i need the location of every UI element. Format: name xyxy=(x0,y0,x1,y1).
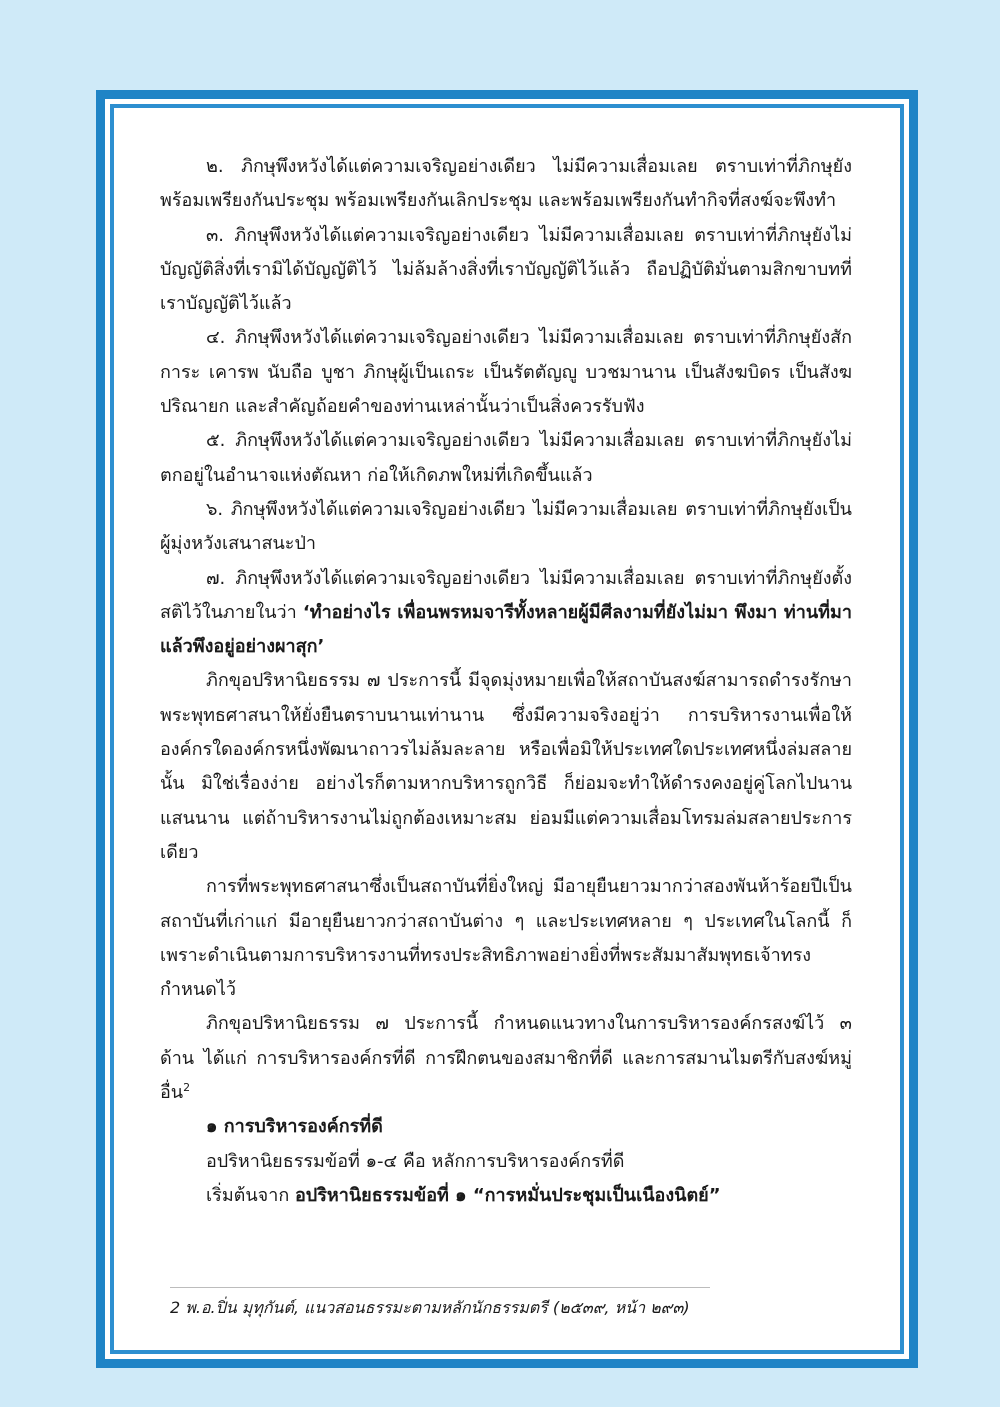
paragraph-text: ๕. ภิกษุพึงหวังได้แต่ความเจริญอย่างเดียว ไม่มีความเสื่อมเลย ตราบเท่าที่ภิกษุยังไม่ตกอยู่ในอำนาจแห่งตัณหา ก่อให้เกิดภพใหม่ที่เกิดขึ้นแล้ว xyxy=(160,430,852,486)
paragraph-item-4 xyxy=(160,321,852,424)
paragraph-three-aspects xyxy=(160,1007,852,1110)
section-heading: ๑ การบริหารองค์กรที่ดี xyxy=(206,1116,383,1138)
paragraph-text: ๒. ภิกษุพึงหวังได้แต่ความเจริญอย่างเดียว ไม่มีความเสื่อมเลย ตราบเท่าที่ภิกษุยังพร้อมเพรียงกันประชุม พร้อมเพรียงกันเลิกประชุม และพร้อมเพรียงกันทำกิจที่สงฆ์จะพึงทำ xyxy=(160,156,852,212)
paragraph-text: ๗. ภิกษุพึงหวังได้แต่ความเจริญอย่างเดียว ไม่มีความเสื่อมเลย ตราบเท่าที่ภิกษุยังตั้งสติไว้ในภายในว่า xyxy=(160,567,852,623)
footnote-reference[interactable]: 2 xyxy=(183,1081,191,1095)
footnote-text: 2 พ.อ.ปิ่น มุทุกันต์, แนวสอนธรรมะตามหลักนักธรรมตรี (๒๕๓๙, หน้า ๒๙๓) xyxy=(170,1298,690,1317)
paragraph-text: ๖. ภิกษุพึงหวังได้แต่ความเจริญอย่างเดียว ไม่มีความเสื่อมเลย ตราบเท่าที่ภิกษุยังเป็นผู้มุ่งหวังเสนาสนะป่า xyxy=(160,498,852,555)
section-line-2-prefix: เริ่มต้นจาก xyxy=(206,1184,295,1206)
paragraph-text: การที่พระพุทธศาสนาซึ่งเป็นสถาบันที่ยิ่งใหญ่ มีอายุยืนยาวมากว่าสองพันห้าร้อยปีเป็นสถาบันที่เก่าแก่ มีอายุยืนยาวกว่าสถาบันต่าง ๆ และประเทศหลาย ๆ ประเทศในโลกนี้ ก็เพราะดำเนินตามการบริหารงานที่ทรงประสิทธิภาพอย่างยิ่งที่พระสัมมาสัมพุทธเจ้าทรงกำหนดไว้ xyxy=(160,876,852,1001)
paragraph-text: ๓. ภิกษุพึงหวังได้แต่ความเจริญอย่างเดียว ไม่มีความเสื่อมเลย ตราบเท่าที่ภิกษุยังไม่บัญญัติสิ่งที่เรามิได้บัญญัติไว้ ไม่ล้มล้างสิ่งที่เราบัญญัติไว้แล้ว ถือปฏิบัติมั่นตามสิกขาบทที่เราบัญญัติไว้แล้ว xyxy=(160,224,852,315)
paragraph-text: ภิกขุอปริหานิยธรรม ๗ ประการนี้ กำหนดแนวทางในการบริหารองค์กรสงฆ์ไว้ ๓ ด้าน ได้แก่ การบริหารองค์กรที่ดี การฝึกตนของสมาชิกที่ดี และการสมานไมตรีกับสงฆ์หมู่อื่น xyxy=(160,1013,852,1104)
section-line-1: อปริหานิยธรรมข้อที่ ๑-๔ คือ หลักการบริหารองค์กรที่ดี xyxy=(206,1150,625,1172)
section-line-2 xyxy=(160,1179,852,1213)
paragraph-text: ภิกขุอปริหานิยธรรม ๗ ประการนี้ มีจุดมุ่งหมายเพื่อให้สถาบันสงฆ์สามารถดำรงรักษาพระพุทธศาสนาให้ยั่งยืนตราบนานเท่านาน ซึ่งมีความจริงอยู่ว่า การบริหารงานเพื่อให้องค์กรใดองค์กรหนึ่งพัฒนาถาวรไม่ล้มละลาย หรือเพื่อมิให้ประเทศใดประเทศหนึ่งล่มสลายนั้น มิใช่เรื่องง่าย อย่างไรก็ตามหากบริหารถูกวิธี ก็ย่อมจะทำให้ดำรงคงอยู่คู่โลกไปนานแสนนาน แต่ถ้าบริหารงานไม่ถูกต้องเหมาะสม ย่อมมีแต่ความเสื่อมโทรมล่มสลายประการเดียว xyxy=(160,670,852,863)
paragraph-item-6 xyxy=(160,493,852,562)
section-line-2-bold: อปริหานิยธรรมข้อที่ ๑ “การหมั่นประชุมเป็นเนืองนิตย์” xyxy=(294,1184,721,1206)
paragraph-buddhism-institution xyxy=(160,870,852,1007)
paragraph-item-2 xyxy=(160,150,852,219)
paragraph-purpose xyxy=(160,664,852,870)
paragraph-item-7 xyxy=(160,562,852,665)
paragraph-text: ๔. ภิกษุพึงหวังได้แต่ความเจริญอย่างเดียว ไม่มีความเสื่อมเลย ตราบเท่าที่ภิกษุยังสักการะ เคารพ นับถือ บูชา ภิกษุผู้เป็นเถระ เป็นรัตตัญญู บวชมานาน เป็นสังฆบิดร เป็นสังฆปริณายก และสำคัญถ้อยคำของท่านเหล่านั้นว่าเป็นสิ่งควรรับฟัง xyxy=(160,327,852,418)
document-body xyxy=(160,150,852,1213)
paragraph-item-5 xyxy=(160,424,852,493)
bold-quote: ‘ทำอย่างไร เพื่อนพรหมจารีทั้งหลายผู้มีศีลงามที่ยังไม่มา พึงมา ท่านที่มาแล้วพึงอยู่อย่างผาสุก’ xyxy=(160,601,852,658)
paragraph-item-3 xyxy=(160,219,852,322)
footnote-divider xyxy=(170,1287,710,1288)
